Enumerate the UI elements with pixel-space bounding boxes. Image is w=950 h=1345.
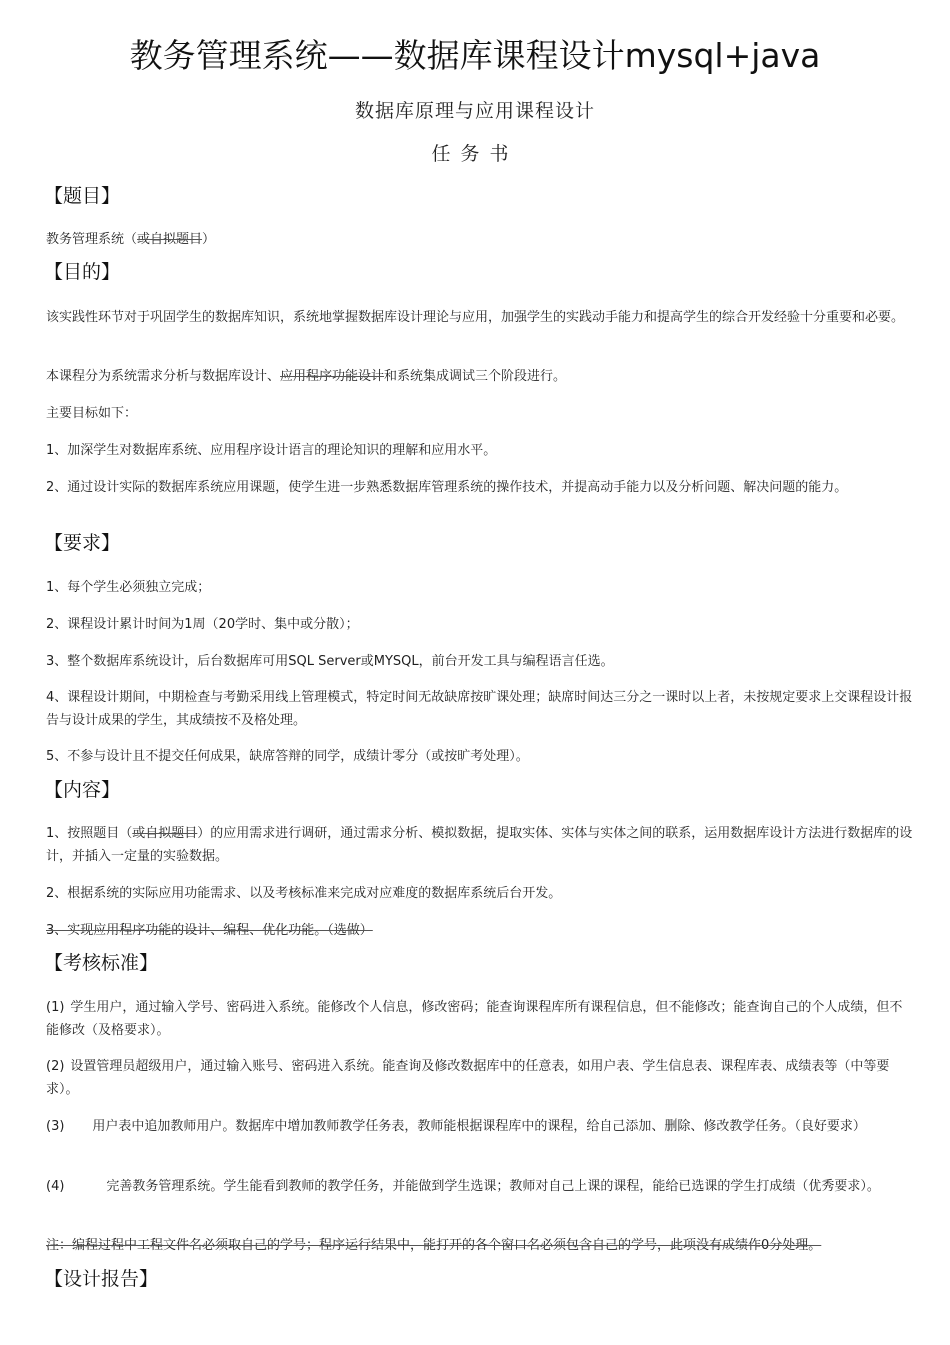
content-item-3: 3、实现应用程序功能的设计、编程、优化功能。（选做） <box>46 923 373 938</box>
purpose-p2-strike: 应用程序功能设计 <box>280 369 385 384</box>
requirement-1: 1、每个学生必须独立完成； <box>46 580 211 595</box>
criteria-item-4 <box>46 1175 914 1198</box>
purpose-goal-2: 2、通过设计实际的数据库系统应用课题，使学生进一步熟悉数据库管理系统的操作技术，并提高动手能力以及分析问题、解决问题的能力。 <box>46 480 848 495</box>
criteria-k3-text: 用户表中追加教师用户。数据库中增加教师教学任务表，教师能根据课程库中的课程，给自己添加、删除、修改教学任务。（良好要求） <box>92 1119 866 1134</box>
criteria-item-3 <box>46 1115 914 1138</box>
section-heading-criteria: 【考核标准】 <box>44 952 159 974</box>
criteria-k2-num: (2) <box>46 1059 65 1074</box>
purpose-p2-plain: 本课程分为系统需求分析与数据库设计、 <box>46 369 281 384</box>
criteria-item-1 <box>46 996 914 1042</box>
topic-text-plain: 教务管理系统（ <box>46 232 138 247</box>
criteria-k2-text: 设置管理员超级用户，通过输入账号、密码进入系统。能查询及修改数据库中的任意表，如用户表、学生信息表、课程库表、成绩表等（中等要求）。 <box>46 1059 890 1097</box>
purpose-goal-1: 1、加深学生对数据库系统、应用程序设计语言的理论知识的理解和应用水平。 <box>46 443 497 458</box>
content-item-2: 2、根据系统的实际应用功能需求、以及考核标准来完成对应难度的数据库系统后台开发。 <box>46 886 562 901</box>
content-item-1 <box>46 822 914 868</box>
criteria-k1-text: 学生用户，通过输入学号、密码进入系统。能修改个人信息，修改密码；能查询课程库所有课程信息，但不能修改；能查询自己的个人成绩，但不能修改（及格要求）。 <box>46 1000 903 1038</box>
requirement-4: 4、课程设计期间，中期检查与考勤采用线上管理模式，特定时间无故缺席按旷课处理；缺席时间达三分之一课时以上者，未按规定要求上交课程设计报告与设计成果的学生，其成绩按不及格处理。 <box>46 690 913 728</box>
requirement-2: 2、课程设计累计时间为1周（20学时、集中或分散）； <box>46 617 359 632</box>
section-heading-content: 【内容】 <box>44 779 121 801</box>
topic-text-strike: 或自拟题目 <box>137 232 203 247</box>
topic-text-end: ） <box>202 232 216 247</box>
criteria-note: 注：编程过程中工程文件名必须取自己的学号；程序运行结果中，能打开的各个窗口名必须包含自己的学号，此项没有成绩作0分处理。 <box>46 1238 822 1253</box>
section-heading-purpose: 【目的】 <box>44 261 121 283</box>
content-c1-end: ）的应用需求进行调研，通过需求分析、模拟数据，提取实体、实体与实体之间的联系，运用数据库设计方法进行数据库的设计，并插入一定量的实验数据。 <box>46 826 913 864</box>
page-title: 教务管理系统——数据库课程设计mysql+java <box>129 36 821 75</box>
page-subtitle: 数据库原理与应用课程设计 <box>354 100 595 122</box>
purpose-paragraph-2 <box>46 365 914 388</box>
section-heading-requirements: 【要求】 <box>44 532 121 554</box>
requirement-3: 3、整个数据库系统设计，后台数据库可用SQL Server或MYSQL，前台开发工具与编程语言任选。 <box>46 654 614 669</box>
section-heading-topic: 【题目】 <box>44 185 121 207</box>
section-heading-report: 【设计报告】 <box>44 1268 159 1290</box>
purpose-paragraph-3: 主要目标如下： <box>46 406 138 421</box>
requirement-5: 5、不参与设计且不提交任何成果，缺席答辩的同学，成绩计零分（或按旷考处理）。 <box>46 749 529 764</box>
criteria-item-2 <box>46 1055 914 1101</box>
purpose-paragraph-1: 该实践性环节对于巩固学生的数据库知识，系统地掌握数据库设计理论与应用，加强学生的实践动手能力和提高学生的综合开发经验十分重要和必要。 <box>46 310 905 325</box>
criteria-k3-num: (3) <box>46 1119 65 1134</box>
criteria-k4-num: (4) <box>46 1179 65 1194</box>
purpose-p2-end: 和系统集成调试三个阶段进行。 <box>384 369 567 384</box>
content-c1-plain: 1、按照题目（ <box>46 826 133 841</box>
page-subtitle-task: 任务书 <box>431 143 519 165</box>
criteria-k1-num: (1) <box>46 1000 65 1015</box>
topic-text <box>46 228 914 251</box>
criteria-k4-text: 完善教务管理系统。学生能看到教师的教学任务，并能做到学生选课；教师对自己上课的课程，能给已选课的学生打成绩（优秀要求）。 <box>106 1179 880 1194</box>
content-c1-strike: 或自拟题目 <box>132 826 198 841</box>
